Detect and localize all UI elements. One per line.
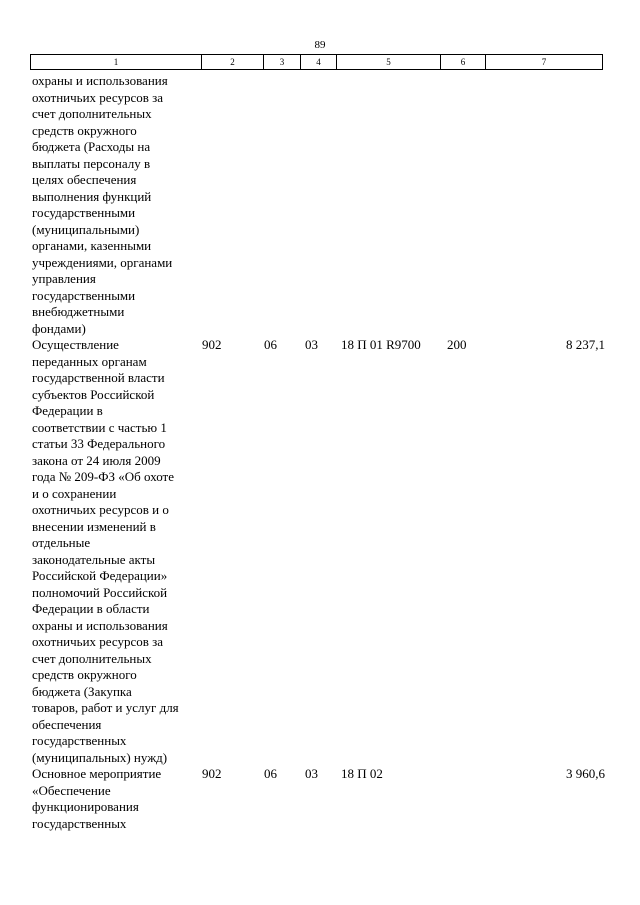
row-section	[264, 73, 301, 337]
row-ministry-code: 902	[202, 337, 222, 352]
header-col-3: 3	[264, 55, 301, 69]
row-expense-type	[441, 73, 486, 337]
row-subsection: 03	[305, 337, 318, 352]
row-amount: 8 237,1	[566, 337, 605, 352]
row-section: 06	[264, 337, 277, 352]
header-col-4: 4	[301, 55, 337, 69]
header-col-2: 2	[202, 55, 264, 69]
row-ministry-code: 902	[202, 766, 222, 781]
row-target-article: 18 П 01 R9700	[341, 337, 421, 352]
table-row	[31, 73, 609, 337]
row-expense-type	[441, 766, 486, 832]
header-col-7: 7	[486, 55, 603, 69]
row-description: Основное мероприятие «Обеспечение функционирования государственных	[32, 766, 162, 831]
row-amount	[486, 73, 609, 337]
row-target-article: 18 П 02	[341, 766, 383, 781]
row-amount: 3 960,6	[566, 766, 605, 781]
row-section: 06	[264, 766, 277, 781]
row-description: охраны и использования охотничьих ресурсов за счет дополнительных средств окружного бюджета (Расходы на выплаты персоналу в целях обеспечения выполнения функций государственными (муниципальными) органами, казенными учреждениями, органами управления государственными внебюджетными фондами)	[32, 73, 173, 336]
row-target-article	[337, 73, 441, 337]
row-subsection: 03	[305, 766, 318, 781]
header-col-6: 6	[441, 55, 486, 69]
table-row	[31, 766, 609, 832]
page-number: 89	[314, 39, 326, 51]
header-col-1: 1	[31, 55, 202, 69]
table-body	[31, 73, 609, 832]
row-expense-type: 200	[447, 337, 467, 352]
row-description: Осуществление переданных органам государственной власти субъектов Российской Федерации в соответствии с частью 1 статьи 33 Федерального закона от 24 июля 2009 года № 209-ФЗ «Об охоте и о сохранении охотничьих ресурсов и о внесении изменений в отдельные законодательные акты Российской Федерации» полномочий Российской Федерации в области охраны и использования охотничьих ресурсов за счет дополнительных средств окружного бюджета (Закупка товаров, работ и услуг для обеспечения государственных (муниципальных) нужд)	[32, 337, 179, 765]
row-ministry-code	[202, 73, 264, 337]
header-col-5: 5	[337, 55, 441, 69]
table-row	[31, 337, 609, 766]
row-subsection	[301, 73, 337, 337]
table-header	[30, 54, 603, 70]
